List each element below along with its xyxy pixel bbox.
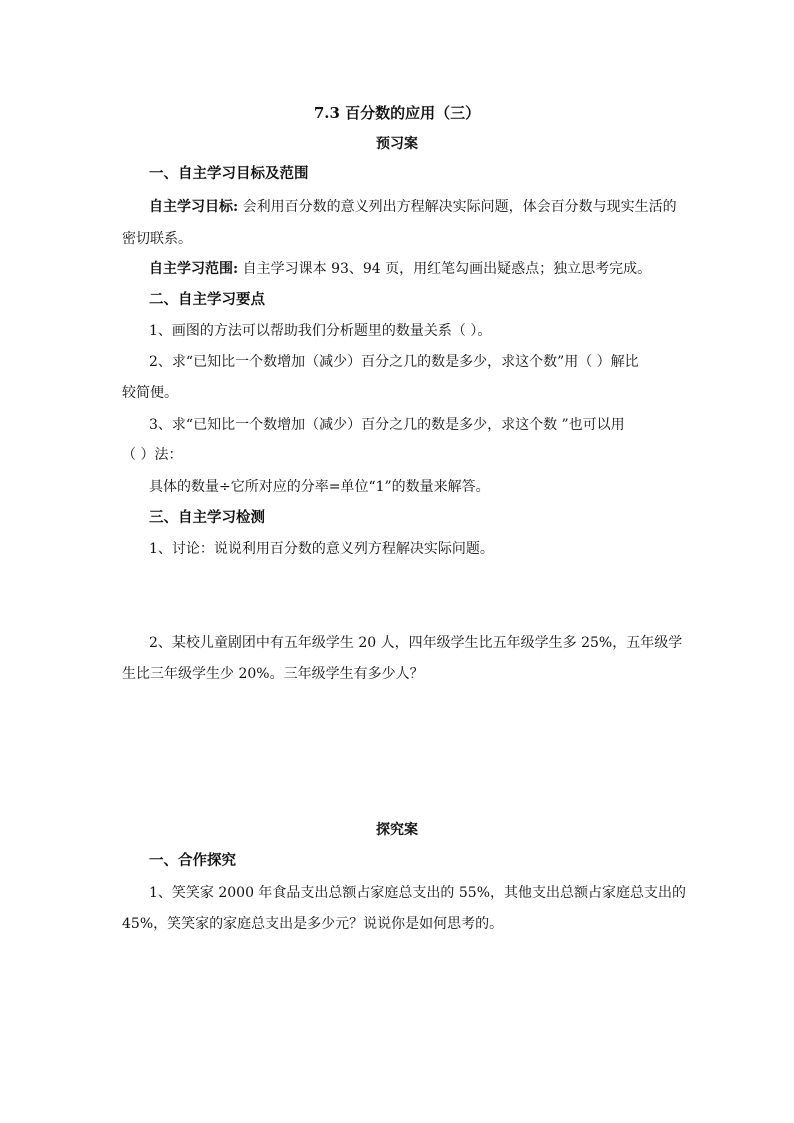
section-heading-cooperative: 一、合作探究 (149, 852, 236, 869)
section-heading-self-check: 三、自主学习检测 (149, 509, 265, 526)
range-paragraph (149, 259, 682, 279)
range-label: 自主学习范围: (149, 261, 239, 277)
goal-text-1: 会利用百分数的意义列出方程解决实际问题，体会百分数与现实生活的 (238, 199, 677, 215)
key-point-3-line-2: （ ）法： (122, 447, 183, 463)
cooperative-question-1-line-2: 45%，笑笑家的家庭总支出是多少元？说说你是如何思考的。 (122, 916, 504, 932)
key-point-2-line-2: 较简便。 (122, 385, 178, 401)
goal-paragraph (149, 197, 682, 217)
page-title: 7.3 百分数的应用（三） (313, 104, 481, 122)
section-heading-goals: 一、自主学习目标及范围 (149, 165, 309, 182)
key-point-1: 1、画图的方法可以帮助我们分析题里的数量关系（ ）。 (149, 323, 492, 339)
section-heading-key-points: 二、自主学习要点 (149, 291, 265, 308)
key-point-3-line-3: 具体的数量÷它所对应的分率=单位“1”的数量来解答。 (149, 479, 490, 495)
key-point-3-line-1: 3、求“已知比一个数增加（减少）百分之几的数是多少，求这个数 ”也可以用 (149, 417, 625, 433)
preview-section-title: 预习案 (376, 136, 418, 152)
self-check-question-2-line-1: 2、某校儿童剧团中有五年级学生 20 人，四年级学生比五年级学生多 25%，五年级学 (149, 635, 683, 651)
range-text: 自主学习课本 93、94 页，用红笔勾画出疑惑点；独立思考完成。 (238, 261, 652, 277)
self-check-question-1: 1、讨论：说说利用百分数的意义列方程解决实际问题。 (149, 541, 494, 557)
goal-text-2: 密切联系。 (122, 231, 192, 247)
key-point-2-line-1: 2、求“已知比一个数增加（减少）百分之几的数是多少，求这个数”用（ ）解比 (149, 354, 639, 370)
explore-section-title: 探究案 (376, 822, 418, 838)
self-check-question-2-line-2: 生比三年级学生少 20%。三年级学生有多少人？ (122, 666, 424, 682)
cooperative-question-1-line-1: 1、笑笑家 2000 年食品支出总额占家庭总支出的 55%，其他支出总额占家庭总支出的 (149, 885, 687, 901)
goal-label: 自主学习目标: (149, 199, 239, 215)
